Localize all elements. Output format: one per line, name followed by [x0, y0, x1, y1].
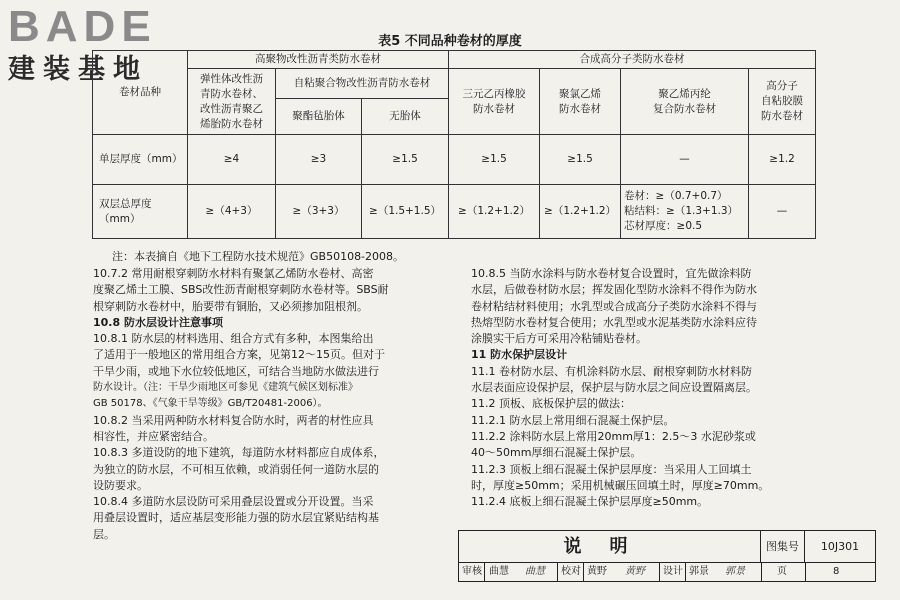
cell-double-polymer: —: [749, 185, 816, 239]
text-line: 11.2.1 防水层上常用细石混凝土保护层。: [471, 413, 675, 427]
left-text-column: [93, 266, 488, 543]
logo-wordmark: BADE: [8, 2, 157, 51]
header-elastic-line-4: 烯胎防水卷材: [200, 117, 263, 130]
text-line: 40～50mm厚细石混凝土保护层。: [471, 446, 642, 460]
title-block: [458, 530, 876, 582]
header-polymer-line-1: 高分子: [766, 80, 798, 92]
header-pe-line-2: 复合防水卷材: [653, 102, 717, 115]
logo-subtitle: 建装基地: [8, 54, 148, 85]
divider: [659, 563, 660, 581]
review-name: 曲慧: [489, 566, 509, 577]
text-line: 为独立的防水层，不可相互依赖，或消弱任何一道防水层的: [93, 462, 379, 476]
cell-double-pe: [621, 185, 749, 239]
header-elastic-line-1: 弹性体改性沥: [200, 72, 263, 85]
text-line: 11.2.2 涂料防水层上常用20mm厚1：2.5～3 水泥砂浆或: [471, 429, 756, 443]
design-signature: 郭景: [725, 566, 745, 577]
text-line: 时，厚度≥50mm；采用机械碾压回填土时，厚度≥70mm。: [471, 478, 770, 492]
text-line: 11.1 卷材防水层、有机涂料防水层、耐根穿刺防水材料防: [471, 364, 752, 378]
cell-single-epdm: ≥1.5: [449, 135, 540, 185]
text-line: 用叠层设置时，适应基层变形能力强的防水层宜紧贴结构基: [93, 511, 379, 525]
pe-core-value: 芯材厚度：≥0.5: [624, 220, 703, 232]
group-header-polymer: 合成高分子类防水卷材: [449, 51, 816, 69]
text-line: 干旱少雨，或地下水位较低地区，可结合当地防水做法进行: [93, 364, 379, 378]
atlas-number: 10J301: [805, 531, 875, 563]
cell-single-pvc: ≥1.5: [540, 135, 621, 185]
review-label: 审核: [462, 566, 482, 577]
design-name: 郭景: [689, 566, 709, 577]
header-polymer-line-3: 防水卷材: [761, 110, 804, 122]
table-title: 表5 不同品种卷材的厚度: [378, 34, 522, 49]
header-elastic-line-3: 改性沥青聚乙: [200, 102, 263, 115]
text-line: 涂膜实干后方可采用冷粘铺贴卷材。: [471, 332, 647, 346]
table-note: 注：本表摘自《地下工程防水技术规范》GB50108-2008。: [112, 250, 405, 263]
text-line: 10.8.1 防水层的材料选用、组合方式有多种，本图集给出: [93, 332, 374, 346]
divider: [557, 563, 558, 581]
pe-membrane-value: 卷材：≥（0.7+0.7）: [624, 190, 728, 202]
text-line: GB 50178、《气象干旱等级》GB/T20481-2006）。: [93, 398, 328, 410]
header-epdm-line-2: 防水卷材: [473, 102, 516, 115]
divider: [685, 563, 686, 581]
divider: [484, 563, 485, 581]
row-label-single: 单层厚度（mm）: [93, 135, 188, 185]
atlas-number-label: 图集号: [761, 531, 805, 563]
text-line: 度聚乙烯土工膜、SBS改性沥青耐根穿刺防水卷材等。SBS耐: [93, 283, 389, 297]
thickness-table: [92, 50, 816, 239]
cell-single-polymer: ≥1.2: [749, 135, 816, 185]
header-no-tire: 无胎体: [362, 99, 449, 135]
header-epdm: [449, 69, 540, 135]
pe-adhesive-value: 粘结料：≥（1.3+1.3）: [624, 205, 739, 217]
page-label: 页: [777, 566, 787, 577]
signature-row: [459, 563, 875, 581]
cell-single-polyester: ≥3: [276, 135, 362, 185]
row-label-double: 双层总厚度（mm）: [93, 185, 188, 239]
header-pvc-line-1: 聚氯乙烯: [559, 87, 602, 100]
header-epdm-line-1: 三元乙丙橡胶: [462, 87, 526, 100]
text-line: 11.2.4 底板上细石混凝土保护层厚度≥50mm。: [471, 495, 709, 509]
text-line: 11.2 顶板、底板保护层的做法：: [471, 397, 631, 411]
cell-double-polyester: ≥（3+3）: [276, 185, 362, 239]
check-name: 黄野: [587, 566, 607, 577]
header-pvc: [540, 69, 621, 135]
text-line: 10.7.2 常用耐根穿刺防水材料有聚氯乙烯防水卷材、高密: [93, 267, 374, 280]
header-polymer-film: [749, 69, 816, 135]
cell-double-epdm: ≥（1.2+1.2）: [449, 185, 540, 239]
text-line: 层。: [93, 527, 115, 541]
header-polyester-felt: 聚酯毡胎体: [276, 99, 362, 135]
text-line: 10.8.5 当防水涂料与防水卷材复合设置时，宜先做涂料防: [471, 267, 752, 280]
cell-double-notire: ≥（1.5+1.5）: [362, 185, 449, 239]
cell-single-elastic: ≥4: [188, 135, 276, 185]
page-number: 8: [833, 566, 840, 577]
text-line: 防水设计。（注：干旱少雨地区可参见《建筑气候区划标准》: [93, 382, 358, 394]
text-line: 水层表面应设保护层，保护层与防水层之间应设置隔离层。: [471, 381, 757, 395]
cell-double-pvc: ≥（1.2+1.2）: [540, 185, 621, 239]
text-line: 10.8.3 多道设防的地下建筑，每道防水材料都应自成体系，: [93, 446, 385, 460]
text-line: 相容性，并应紧密结合。: [93, 429, 214, 443]
text-line: 卷材粘结材料使用；水乳型或合成高分子类防水涂料不得与: [471, 299, 757, 313]
text-line: 10.8.2 当采用两种防水材料复合防水时，两者的材性应具: [93, 413, 374, 427]
table-corner-header: [93, 51, 188, 135]
text-line: 根穿刺防水卷材中，胎要带有铜胎，又必须掺加阻根剂。: [93, 299, 368, 313]
text-line: 11.2.3 顶板上细石混凝土保护层厚度：当采用人工回填土: [471, 462, 752, 476]
check-label: 校对: [561, 566, 581, 577]
design-label: 设计: [663, 566, 683, 577]
header-elastic-line-2: 青防水卷材、: [200, 87, 263, 100]
title-block-title: 说明: [459, 531, 761, 563]
header-self-adhesive: 自粘聚合物改性沥青防水卷材: [276, 69, 449, 99]
group-header-modified-asphalt: 高聚物改性沥青类防水卷材: [188, 51, 449, 69]
text-line: 10.8.4 多道防水层设防可采用叠层设置或分开设置。当采: [93, 495, 374, 509]
cell-single-notire: ≥1.5: [362, 135, 449, 185]
divider: [805, 563, 806, 581]
header-elastic-membrane: [188, 69, 276, 135]
cell-double-elastic: ≥（4+3）: [188, 185, 276, 239]
corner-label: 卷材品种: [119, 86, 161, 98]
text-line: 热熔型防水卷材复合使用；水乳型或水泥基类防水涂料应待: [471, 315, 757, 329]
review-signature: 曲慧: [525, 566, 545, 577]
header-polymer-line-2: 自粘胶膜: [761, 95, 804, 107]
check-signature: 黄野: [625, 566, 645, 577]
right-text-column: [471, 266, 866, 510]
header-pe-composite: [621, 69, 749, 135]
text-line: 了适用于一般地区的常用组合方案，见第12～15页。但对于: [93, 348, 385, 362]
divider: [761, 563, 762, 581]
header-pe-line-1: 聚乙烯丙纶: [658, 87, 711, 100]
text-line: 设防要求。: [93, 478, 148, 492]
divider: [583, 563, 584, 581]
text-line: 水层，后做卷材防水层；挥发固化型防水涂料不得作为防水: [471, 283, 757, 297]
section-heading: 11 防水保护层设计: [471, 348, 568, 362]
header-pvc-line-2: 防水卷材: [559, 102, 602, 115]
cell-single-pe: —: [621, 135, 749, 185]
section-heading: 10.8 防水层设计注意事项: [93, 315, 223, 329]
